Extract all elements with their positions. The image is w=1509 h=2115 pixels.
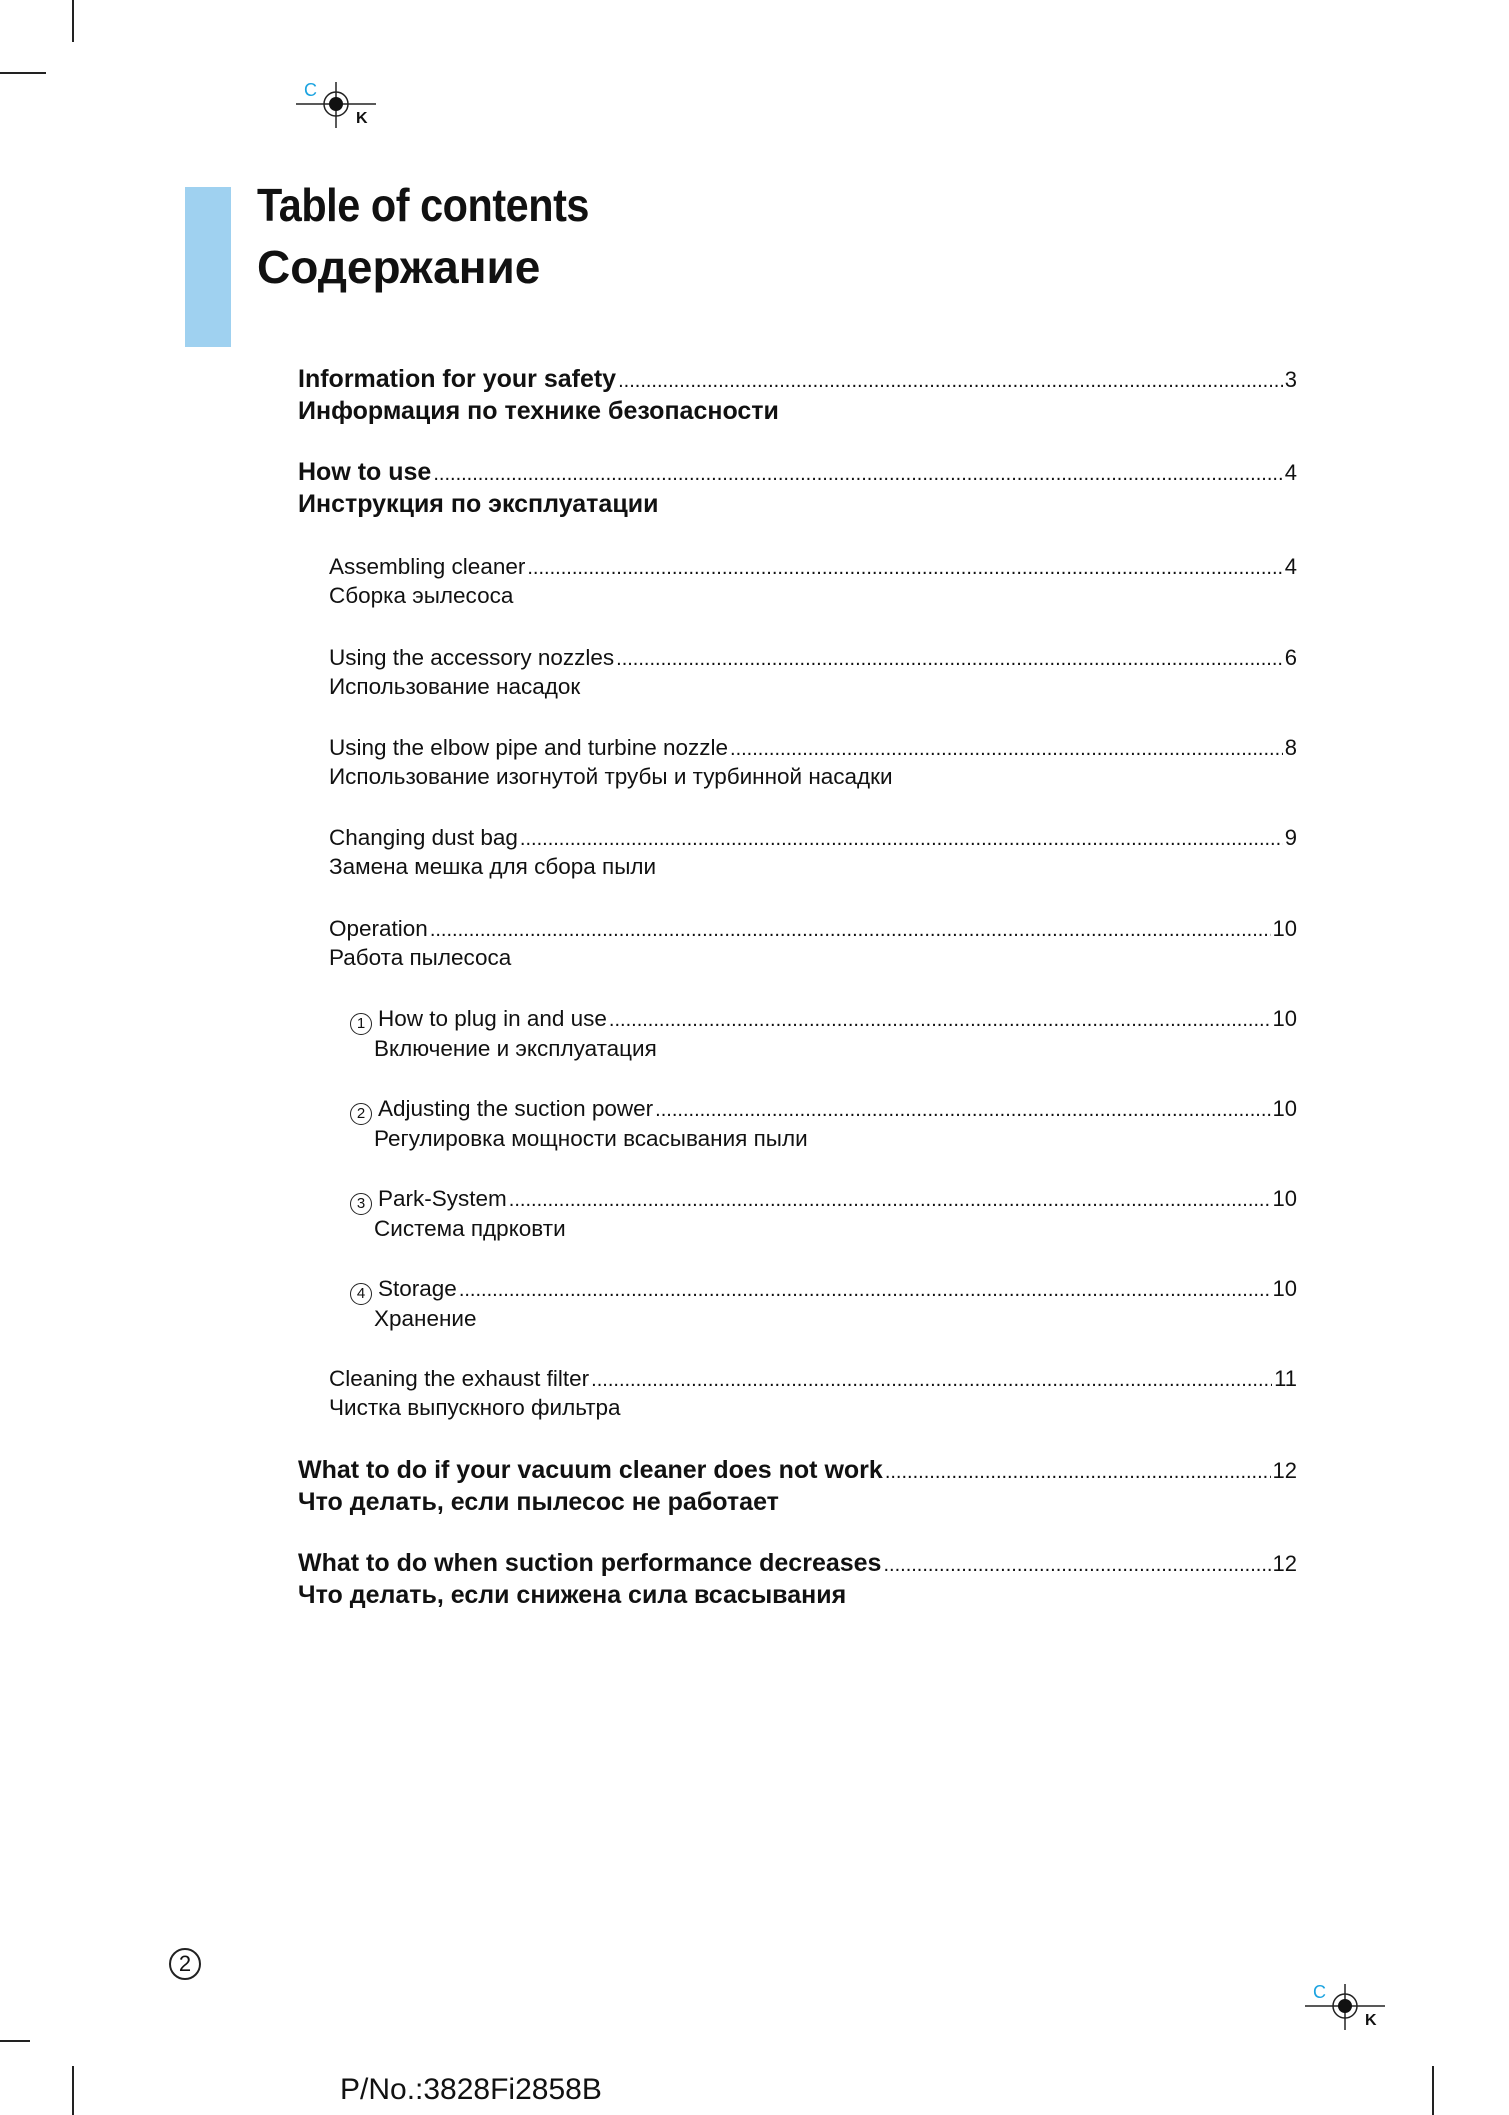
toc-entry-suction-decreases[interactable] bbox=[298, 1549, 1297, 1610]
number-circle-icon: 4 bbox=[350, 1283, 372, 1305]
toc-page-number: 10 bbox=[1272, 916, 1297, 941]
toc-entry-en: What to do when suction performance decreases bbox=[298, 1549, 882, 1577]
crop-mark-top-left-horizontal bbox=[0, 72, 46, 74]
toc-entry-exhaust-filter[interactable] bbox=[329, 1366, 1297, 1421]
leader-dots bbox=[520, 825, 1283, 851]
toc-entry-ru: Регулировка мощности всасывания пыли bbox=[374, 1126, 808, 1151]
leader-dots bbox=[616, 645, 1283, 671]
registration-mark-bottom bbox=[1305, 1984, 1385, 2034]
toc-entry-dust-bag[interactable] bbox=[329, 825, 1297, 880]
crop-mark-bottom-right-vertical bbox=[1432, 2066, 1434, 2115]
toc-entry-how-to-use[interactable] bbox=[298, 458, 1297, 519]
number-circle-icon: 3 bbox=[350, 1193, 372, 1215]
toc-entry-plug-in[interactable] bbox=[350, 1006, 1297, 1062]
toc-page-number: 10 bbox=[1272, 1186, 1297, 1211]
toc-page-number: 9 bbox=[1284, 825, 1297, 850]
leader-dots bbox=[609, 1006, 1271, 1032]
reg-mark-c-label: C bbox=[1313, 1982, 1326, 2002]
toc-entry-en: Storage bbox=[378, 1276, 457, 1301]
toc-page-number: 12 bbox=[1272, 1551, 1297, 1576]
title-accent-bar bbox=[185, 187, 231, 347]
leader-dots bbox=[509, 1186, 1271, 1212]
toc-page-number: 6 bbox=[1284, 645, 1297, 670]
leader-dots bbox=[655, 1096, 1270, 1122]
toc-entry-operation[interactable] bbox=[329, 916, 1297, 971]
toc-entry-en: How to use bbox=[298, 458, 432, 486]
leader-dots bbox=[527, 554, 1282, 580]
toc-entry-en: Using the accessory nozzles bbox=[329, 645, 615, 670]
toc-entry-ru: Что делать, если пылесос не работает bbox=[298, 1488, 779, 1516]
toc-entry-en: What to do if your vacuum cleaner does not work bbox=[298, 1456, 883, 1484]
toc-page-number: 10 bbox=[1272, 1276, 1297, 1301]
leader-dots bbox=[883, 1549, 1270, 1578]
toc-entry-en: How to plug in and use bbox=[378, 1006, 607, 1031]
reg-mark-c-label: C bbox=[304, 80, 317, 100]
page-number: 2 bbox=[169, 1948, 201, 1980]
registration-mark-top bbox=[296, 82, 376, 132]
toc-entry-en: Information for your safety bbox=[298, 365, 617, 393]
toc-entry-ru: Работа пылесоса bbox=[329, 945, 512, 970]
toc-entry-en: Changing dust bag bbox=[329, 825, 518, 850]
crop-mark-bottom-left-vertical bbox=[72, 2066, 74, 2115]
toc-page-number: 4 bbox=[1284, 554, 1297, 579]
toc-entry-ru: Что делать, если снижена сила всасывания bbox=[298, 1581, 847, 1609]
toc-entry-ru: Включение и эксплуатация bbox=[374, 1036, 657, 1061]
toc-entry-en: Park-System bbox=[378, 1186, 507, 1211]
toc-page-number: 11 bbox=[1274, 1366, 1297, 1391]
number-circle-icon: 2 bbox=[350, 1103, 372, 1125]
crop-mark-bottom-left-horizontal bbox=[0, 2040, 30, 2042]
toc-entry-ru: Замена мешка для сбора пыли bbox=[329, 854, 657, 879]
toc-entry-en: Using the elbow pipe and turbine nozzle bbox=[329, 735, 729, 760]
leader-dots bbox=[730, 735, 1283, 761]
toc-entry-ru: Система пдрковти bbox=[374, 1216, 566, 1241]
toc-page-number: 4 bbox=[1284, 460, 1297, 485]
toc-page-number: 3 bbox=[1284, 367, 1297, 392]
toc-entry-suction-power[interactable] bbox=[350, 1096, 1297, 1152]
page-title-en: Table of contents bbox=[257, 179, 590, 231]
toc-entry-safety[interactable] bbox=[298, 365, 1297, 426]
leader-dots bbox=[618, 365, 1283, 394]
toc-page-number: 10 bbox=[1272, 1096, 1297, 1121]
toc-entry-assembling[interactable] bbox=[329, 554, 1297, 609]
toc-entry-storage[interactable] bbox=[350, 1276, 1297, 1332]
toc-entry-ru: Хранение bbox=[374, 1306, 477, 1331]
toc-entry-ru: Чистка выпускного фильтра bbox=[329, 1395, 621, 1420]
toc-page-number: 12 bbox=[1272, 1458, 1297, 1483]
toc-entry-ru: Использование насадок bbox=[329, 674, 581, 699]
toc-page-number: 8 bbox=[1284, 735, 1297, 760]
toc-entry-ru: Сборка эылесоса bbox=[329, 583, 514, 608]
toc-entry-accessory-nozzles[interactable] bbox=[329, 645, 1297, 700]
toc-entry-ru: Инструкция по эксплуатации bbox=[298, 490, 659, 518]
part-number: P/No.:3828Fi2858B bbox=[340, 2073, 602, 2106]
toc-entry-en: Adjusting the suction power bbox=[378, 1096, 654, 1121]
toc-entry-park-system[interactable] bbox=[350, 1186, 1297, 1242]
reg-mark-k-label: K bbox=[356, 110, 368, 127]
leader-dots bbox=[591, 1366, 1272, 1392]
toc-entry-en: Cleaning the exhaust filter bbox=[329, 1366, 590, 1391]
reg-mark-k-label: K bbox=[1365, 2012, 1377, 2029]
toc-entry-ru: Информация по технике безопасности bbox=[298, 397, 779, 425]
toc-entry-does-not-work[interactable] bbox=[298, 1456, 1297, 1517]
number-circle-icon: 1 bbox=[350, 1013, 372, 1035]
toc-entry-en: Operation bbox=[329, 916, 428, 941]
leader-dots bbox=[459, 1276, 1271, 1302]
crop-mark-top-left-vertical bbox=[72, 0, 74, 42]
page-title-ru: Содержание bbox=[257, 241, 541, 293]
toc-page-number: 10 bbox=[1272, 1006, 1297, 1031]
toc-entry-ru: Использование изогнутой трубы и турбинной насадки bbox=[329, 764, 893, 789]
toc-entry-en: Assembling cleaner bbox=[329, 554, 526, 579]
toc-entry-elbow-pipe[interactable] bbox=[329, 735, 1297, 790]
leader-dots bbox=[433, 458, 1282, 487]
leader-dots bbox=[885, 1456, 1271, 1485]
leader-dots bbox=[430, 916, 1271, 942]
